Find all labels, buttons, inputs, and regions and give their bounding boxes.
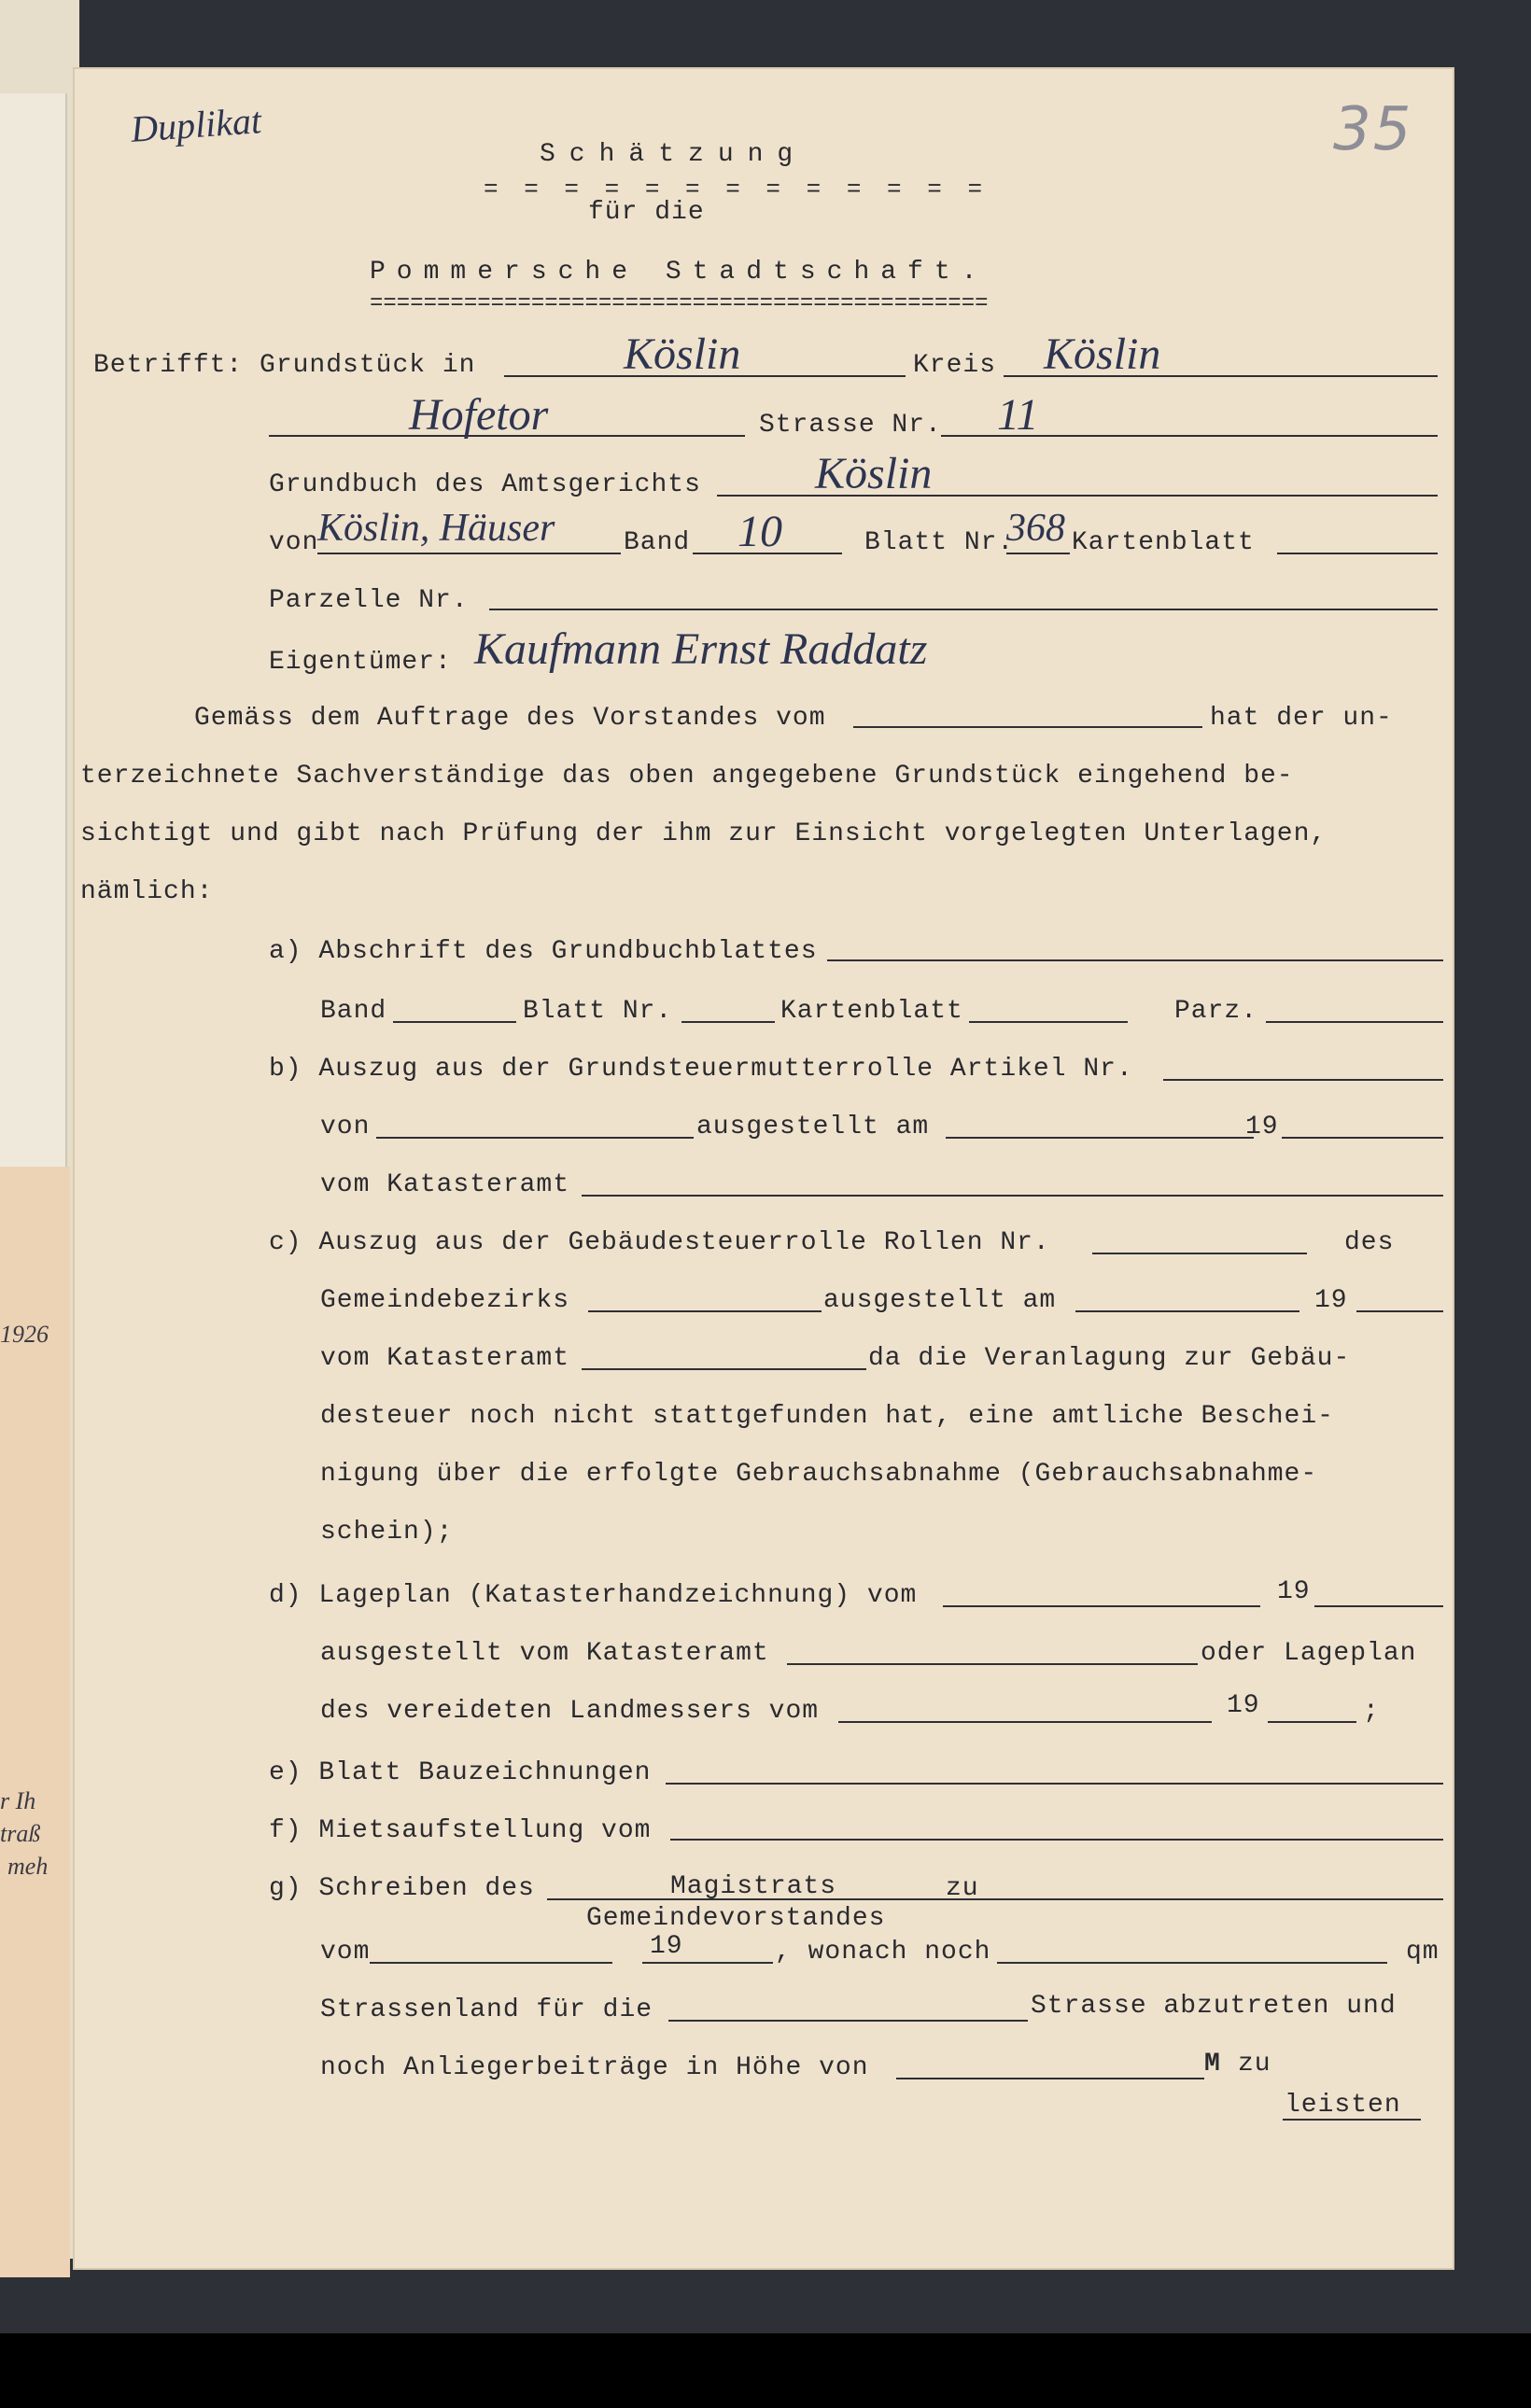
- strasse-nr-label: Strasse Nr.: [759, 411, 942, 440]
- eigentuemer-label: Eigentümer:: [269, 648, 452, 677]
- item-f-line: [670, 1839, 1443, 1841]
- eigentuemer-value: Kaufmann Ernst Raddatz: [474, 624, 928, 674]
- intro-line-1b: hat der un-: [1210, 704, 1393, 733]
- blatt-line: [1006, 553, 1070, 554]
- item-c-da: da die Veranlagung zur Gebäu-: [868, 1344, 1351, 1373]
- intro-line-4: nämlich:: [80, 877, 214, 906]
- item-g-qm: qm: [1406, 1938, 1440, 1967]
- grundbuch-label: Grundbuch des Amtsgerichts: [269, 470, 701, 499]
- blatt-value: 368: [1006, 507, 1065, 550]
- edge-text-fragment-1: r Ih: [0, 1787, 36, 1814]
- item-g-19: 19: [650, 1932, 683, 1961]
- item-a-kartenblatt: Kartenblatt: [780, 997, 963, 1026]
- item-e-line: [666, 1783, 1443, 1785]
- grundstueck-in-value: Köslin: [624, 329, 741, 379]
- item-g-abzutreten: Strasse abzutreten und: [1031, 1992, 1397, 2021]
- item-b-year-line: [1282, 1137, 1443, 1139]
- item-g-gemeindevorstand: Gemeindevorstandes: [586, 1904, 886, 1933]
- item-c-des: des: [1344, 1228, 1395, 1257]
- item-g-vom: vom: [320, 1938, 371, 1967]
- kartenblatt-line: [1277, 553, 1438, 554]
- item-g-anlieger: noch Anliegerbeiträge in Höhe von: [320, 2053, 869, 2082]
- item-d-date-line: [943, 1605, 1260, 1607]
- von-value: Köslin, Häuser: [317, 507, 555, 550]
- item-c-gemeinde-line: [588, 1310, 822, 1312]
- item-a-kartenblatt-line: [969, 1021, 1128, 1023]
- item-g-zu: zu: [946, 1874, 979, 1903]
- item-d3-year-line: [1268, 1721, 1356, 1723]
- item-a-parz: Parz.: [1174, 997, 1258, 1026]
- amtsgericht-value: Köslin: [815, 449, 933, 498]
- kreis-value: Köslin: [1044, 329, 1161, 379]
- item-c-gemeindebezirk: Gemeindebezirks: [320, 1286, 570, 1315]
- item-d-label: d) Lageplan (Katasterhandzeichnung) vom: [269, 1581, 918, 1610]
- item-a-label: a) Abschrift des Grundbuchblattes: [269, 937, 818, 966]
- item-g-vom-line: [370, 1962, 612, 1964]
- document-page: [73, 67, 1454, 2270]
- item-g-mark: M: [1204, 2050, 1221, 2079]
- item-b-label: b) Auszug aus der Grundsteuermutterrolle Artikel Nr.: [269, 1055, 1133, 1084]
- edge-text-fragment-3: meh: [7, 1853, 49, 1880]
- item-b-katasteramt-line: [582, 1195, 1443, 1197]
- organization-name: Pommersche Stadtschaft.: [370, 258, 989, 287]
- item-d3-semicolon: ;: [1363, 1697, 1380, 1726]
- von-line: [317, 553, 621, 554]
- betrifft-label: Betrifft: Grundstück in: [93, 351, 476, 380]
- item-b-19: 19: [1245, 1113, 1279, 1141]
- blatt-label: Blatt Nr.: [864, 528, 1015, 557]
- item-g-zu-2: zu: [1238, 2050, 1271, 2079]
- item-g-zu-line: [983, 1898, 1443, 1900]
- item-a-blatt: Blatt Nr.: [523, 997, 673, 1026]
- von-label: von: [269, 528, 319, 557]
- item-c-line-6: schein);: [320, 1518, 454, 1547]
- parzelle-line: [489, 609, 1438, 610]
- item-g-leisten: leisten: [1285, 2091, 1401, 2120]
- item-g-strassenland: Strassenland für die: [320, 1995, 653, 2024]
- intro-line-2: terzeichnete Sachverständige das oben angegebene Grundstück eingehend be-: [80, 762, 1294, 791]
- item-c-date-line: [1075, 1310, 1299, 1312]
- band-label: Band: [624, 528, 691, 557]
- item-c-rollen-line: [1092, 1253, 1307, 1254]
- intro-line-3: sichtigt und gibt nach Prüfung der ihm zur Einsicht vorgelegten Unterlagen,: [80, 819, 1327, 848]
- item-g-wonach: , wonach noch: [775, 1938, 991, 1967]
- item-d-year-line: [1314, 1605, 1443, 1607]
- kreis-label: Kreis: [913, 351, 997, 380]
- kartenblatt-label: Kartenblatt: [1072, 528, 1255, 557]
- item-b-date-line: [946, 1137, 1254, 1139]
- page-number: 35: [1333, 95, 1413, 164]
- scan-border: [0, 2333, 1531, 2408]
- item-e-label: e) Blatt Bauzeichnungen: [269, 1758, 652, 1787]
- item-c-19: 19: [1314, 1286, 1348, 1315]
- item-c-katasteramt-line: [582, 1368, 866, 1370]
- item-f-label: f) Mietsaufstellung vom: [269, 1816, 652, 1845]
- intro-line-1a: Gemäss dem Auftrage des Vorstandes vom: [194, 704, 826, 733]
- item-c-year-line: [1356, 1310, 1443, 1312]
- band-value: 10: [737, 507, 782, 556]
- item-c-line-5: nigung über die erfolgte Gebrauchsabnahme (Gebrauchsabnahme-: [320, 1460, 1318, 1489]
- item-b-von: von: [320, 1113, 371, 1141]
- strasse-nr-value: 11: [997, 390, 1039, 440]
- item-a-line: [827, 959, 1443, 961]
- organization-rule: ==============================================: [370, 291, 989, 316]
- item-a-parz-line: [1266, 1021, 1443, 1023]
- item-d-katasteramt-line: [787, 1663, 1198, 1665]
- item-g-label: g) Schreiben des: [269, 1874, 535, 1903]
- duplikat-stamp: Duplikat: [129, 99, 263, 150]
- item-b-artikel-line: [1163, 1079, 1443, 1081]
- item-g-betrag-line: [896, 2078, 1204, 2079]
- item-d-landmesser: des vereideten Landmessers vom: [320, 1697, 820, 1726]
- item-c-line-4: desteuer noch nicht stattgefunden hat, eine amtliche Beschei-: [320, 1402, 1334, 1431]
- item-d3-19: 19: [1227, 1691, 1260, 1720]
- item-c-katasteramt: vom Katasteramt: [320, 1344, 570, 1373]
- item-c-label: c) Auszug aus der Gebäudesteuerrolle Rollen Nr.: [269, 1228, 1050, 1257]
- item-d-landmesser-line: [838, 1721, 1212, 1723]
- title-rule: = = = = = = = = = = = = =: [484, 175, 989, 203]
- item-a-blatt-line: [681, 1021, 775, 1023]
- item-b-von-line: [376, 1137, 694, 1139]
- item-d-katasteramt: ausgestellt vom Katasteramt: [320, 1639, 769, 1668]
- item-d-oder-lageplan: oder Lageplan: [1201, 1639, 1417, 1668]
- item-g-leisten-underline: [1283, 2119, 1421, 2121]
- edge-year-fragment: 1926: [0, 1321, 49, 1348]
- item-g-year-line: [642, 1962, 773, 1964]
- street-name-value: Hofetor: [409, 390, 549, 440]
- item-d-19: 19: [1277, 1577, 1311, 1606]
- item-g-qm-line: [997, 1962, 1387, 1964]
- item-b-ausgestellt: ausgestellt am: [696, 1113, 930, 1141]
- edge-text-fragment-2: traß: [0, 1820, 41, 1847]
- subtitle-fuer-die: für die: [588, 198, 705, 227]
- item-g-magistrats: Magistrats: [670, 1872, 837, 1901]
- item-c-ausgestellt: ausgestellt am: [823, 1286, 1057, 1315]
- item-g-strasse-line: [668, 2020, 1028, 2022]
- auftrag-date-line: [853, 726, 1202, 728]
- document-title: Schätzung: [540, 140, 808, 169]
- parzelle-label: Parzelle Nr.: [269, 586, 469, 615]
- item-b-katasteramt: vom Katasteramt: [320, 1170, 570, 1199]
- item-a-band: Band: [320, 997, 387, 1026]
- underlying-paper-strip: [0, 93, 67, 1167]
- item-a-band-line: [393, 1021, 516, 1023]
